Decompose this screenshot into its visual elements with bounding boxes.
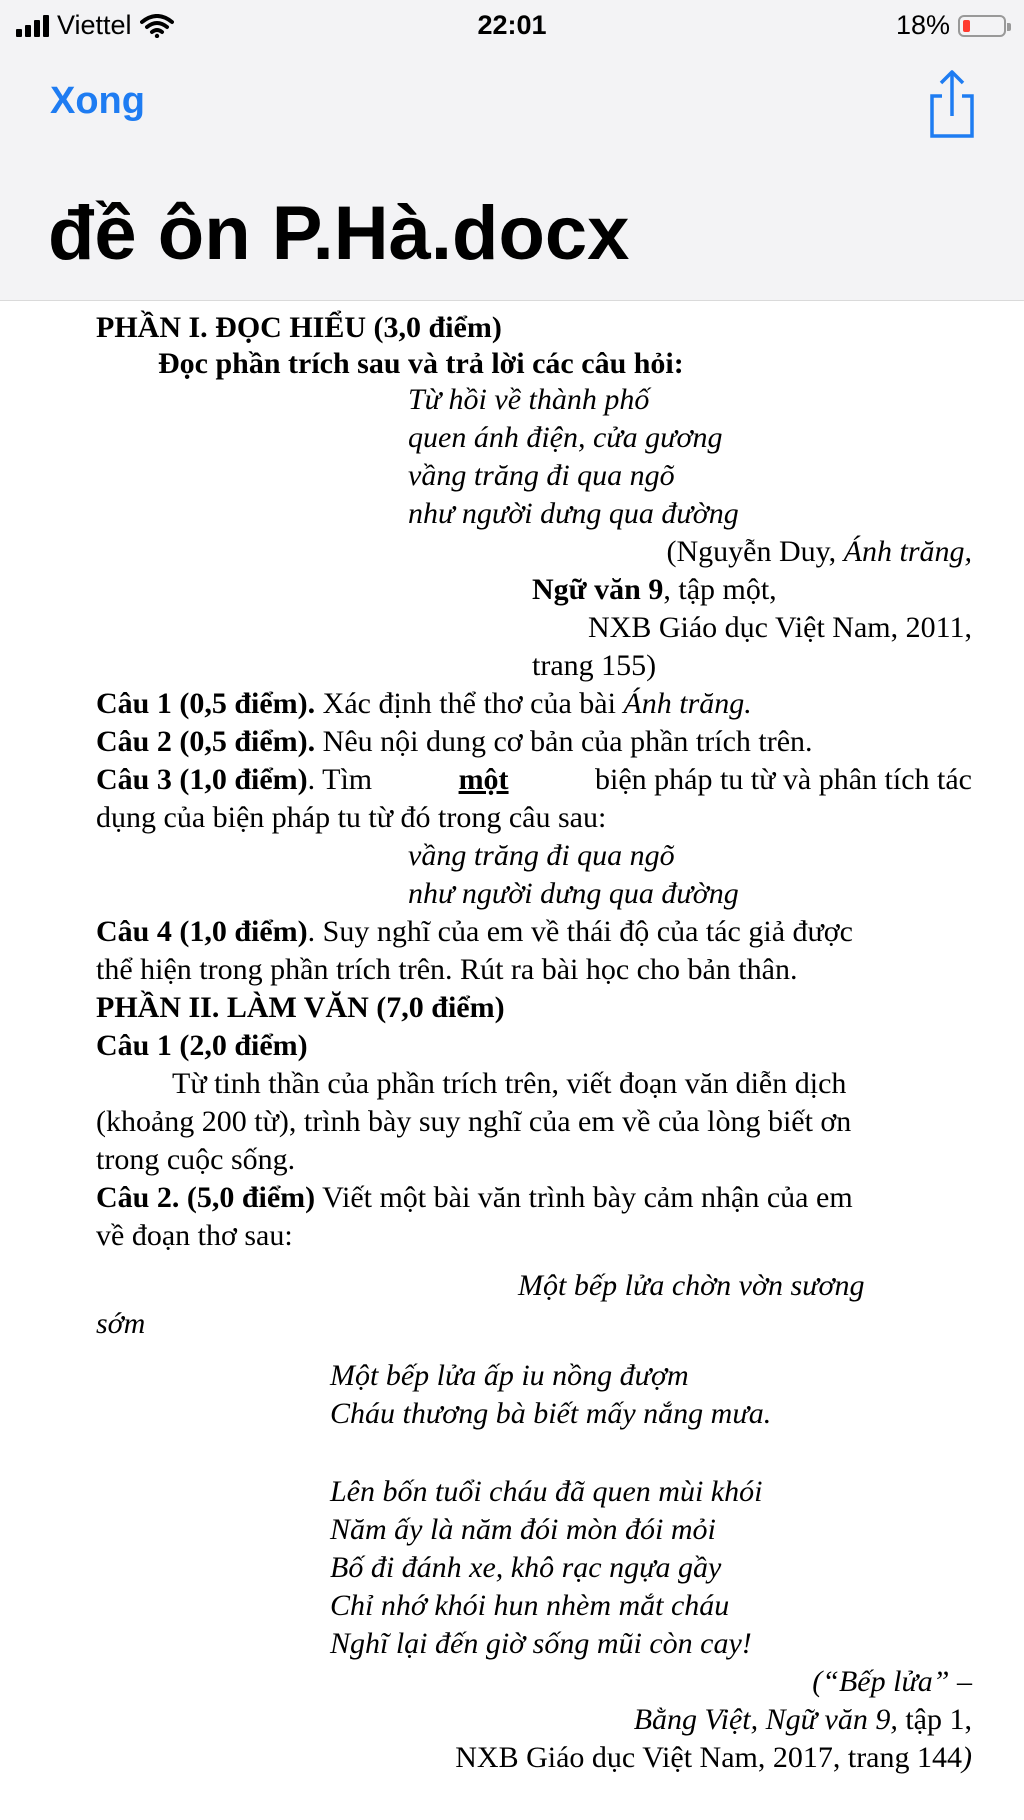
question-text: thể hiện trong phần trích trên. Rút ra bài học cho bản thân.: [96, 953, 798, 986]
source-publisher: NXB Giáo dục Việt Nam, 2011,: [588, 611, 972, 644]
source-author: (Nguyễn Duy,: [666, 535, 844, 568]
poem2-line: Lên bốn tuổi cháu đã quen mùi khói: [330, 1475, 763, 1508]
source-volume: , tập một,: [663, 573, 777, 606]
instruction: Đọc phần trích sau và trả lời các câu hỏi:: [158, 347, 684, 380]
question-text: Nêu nội dung cơ bản của phần trích trên.: [322, 725, 813, 758]
source2-author: Bằng Việt, Ngữ văn 9,: [633, 1703, 898, 1736]
poem2-line: Bố đi đánh xe, khô rạc ngựa gầy: [330, 1551, 722, 1584]
source2-publisher: NXB Giáo dục Việt Nam, 2017, trang 144: [455, 1741, 962, 1774]
poem-line: như người dưng qua đường: [408, 497, 739, 530]
question-text: Xác định thể thơ của bài: [322, 687, 616, 720]
done-button[interactable]: Xong: [50, 80, 145, 122]
emphasis-word: một: [458, 763, 509, 796]
share-icon[interactable]: [926, 68, 978, 140]
source-page: trang 155): [532, 649, 657, 682]
source2-line: (“Bếp lửa” –: [812, 1665, 972, 1698]
page-title: đề ôn P.Hà.docx: [48, 191, 630, 276]
question-text: . Tìm: [307, 763, 373, 796]
question-3: [96, 762, 972, 798]
navigation-header: [0, 0, 1024, 301]
question-text: . Suy nghĩ của em về thái độ của tác giả được: [307, 915, 853, 948]
source2-line: [455, 1740, 972, 1776]
document-content: [0, 300, 1024, 1820]
source2-volume: tập 1,: [905, 1703, 972, 1736]
source-title: Ánh trăng,: [843, 535, 972, 568]
question-text: dụng của biện pháp tu từ đó trong câu sau:: [96, 801, 607, 834]
carrier-name: Viettel: [57, 10, 132, 40]
question-text: Viết một bài văn trình bày cảm nhận của em: [322, 1181, 853, 1214]
paragraph-line: Từ tinh thần của phần trích trên, viết đoạn văn diễn dịch: [172, 1067, 847, 1100]
poem2-line: Chỉ nhớ khói hun nhèm mắt cháu: [330, 1589, 730, 1622]
battery-percent: 18%: [895, 10, 950, 40]
poem-line: quen ánh điện, cửa gương: [408, 421, 723, 454]
poem-line: vầng trăng đi qua ngõ: [408, 459, 675, 492]
question-text: biện pháp tu từ và phân tích tác: [595, 763, 972, 796]
question-2: [96, 724, 813, 760]
part2-question-1-label: Câu 1 (2,0 điểm): [96, 1029, 308, 1062]
paragraph-line: trong cuộc sống.: [96, 1143, 296, 1176]
poem2-line: Nghĩ lại đến giờ sống mũi còn cay!: [330, 1627, 752, 1660]
poem2-line: Năm ấy là năm đói mòn đói mỏi: [330, 1513, 716, 1546]
poem2-first-line: Một bếp lửa chờn vờn sương: [518, 1269, 865, 1302]
question-label: Câu 4 (1,0 điểm): [96, 915, 308, 948]
poem2-first-line-wrap: sớm: [96, 1307, 146, 1340]
part2-heading: PHẦN II. LÀM VĂN (7,0 điểm): [96, 991, 505, 1024]
question-4: [96, 914, 853, 950]
part2-question-2: [96, 1180, 853, 1216]
poem2-line: Một bếp lửa ấp iu nồng đượm: [330, 1359, 689, 1392]
part1-heading: PHẦN I. ĐỌC HIỂU (3,0 điểm): [96, 311, 502, 344]
status-bar: [0, 0, 1024, 52]
battery-icon: [958, 15, 1006, 37]
source2-close: ): [962, 1741, 972, 1774]
clock: 22:01: [477, 10, 547, 40]
question-label: Câu 3 (1,0 điểm): [96, 763, 308, 796]
quote-line: như người dưng qua đường: [408, 877, 739, 910]
poem2-line: Cháu thương bà biết mấy nắng mưa.: [330, 1397, 772, 1430]
source-line: [666, 534, 972, 570]
source2-line: [634, 1702, 972, 1738]
question-text: về đoạn thơ sau:: [96, 1219, 293, 1252]
paragraph-line: (khoảng 200 từ), trình bày suy nghĩ của em về của lòng biết ơn: [96, 1105, 852, 1138]
source-line: [532, 572, 777, 608]
status-right: [896, 10, 1006, 41]
source-book: Ngữ văn 9: [532, 573, 664, 606]
question-1: [96, 686, 752, 722]
question-title: Ánh trăng.: [623, 687, 752, 720]
question-label: Câu 1 (0,5 điểm).: [96, 687, 316, 720]
poem-line: Từ hồi về thành phố: [408, 383, 650, 416]
quote-line: vầng trăng đi qua ngõ: [408, 839, 675, 872]
question-label: Câu 2 (0,5 điểm).: [96, 725, 316, 758]
question-label: Câu 2. (5,0 điểm): [96, 1181, 316, 1214]
